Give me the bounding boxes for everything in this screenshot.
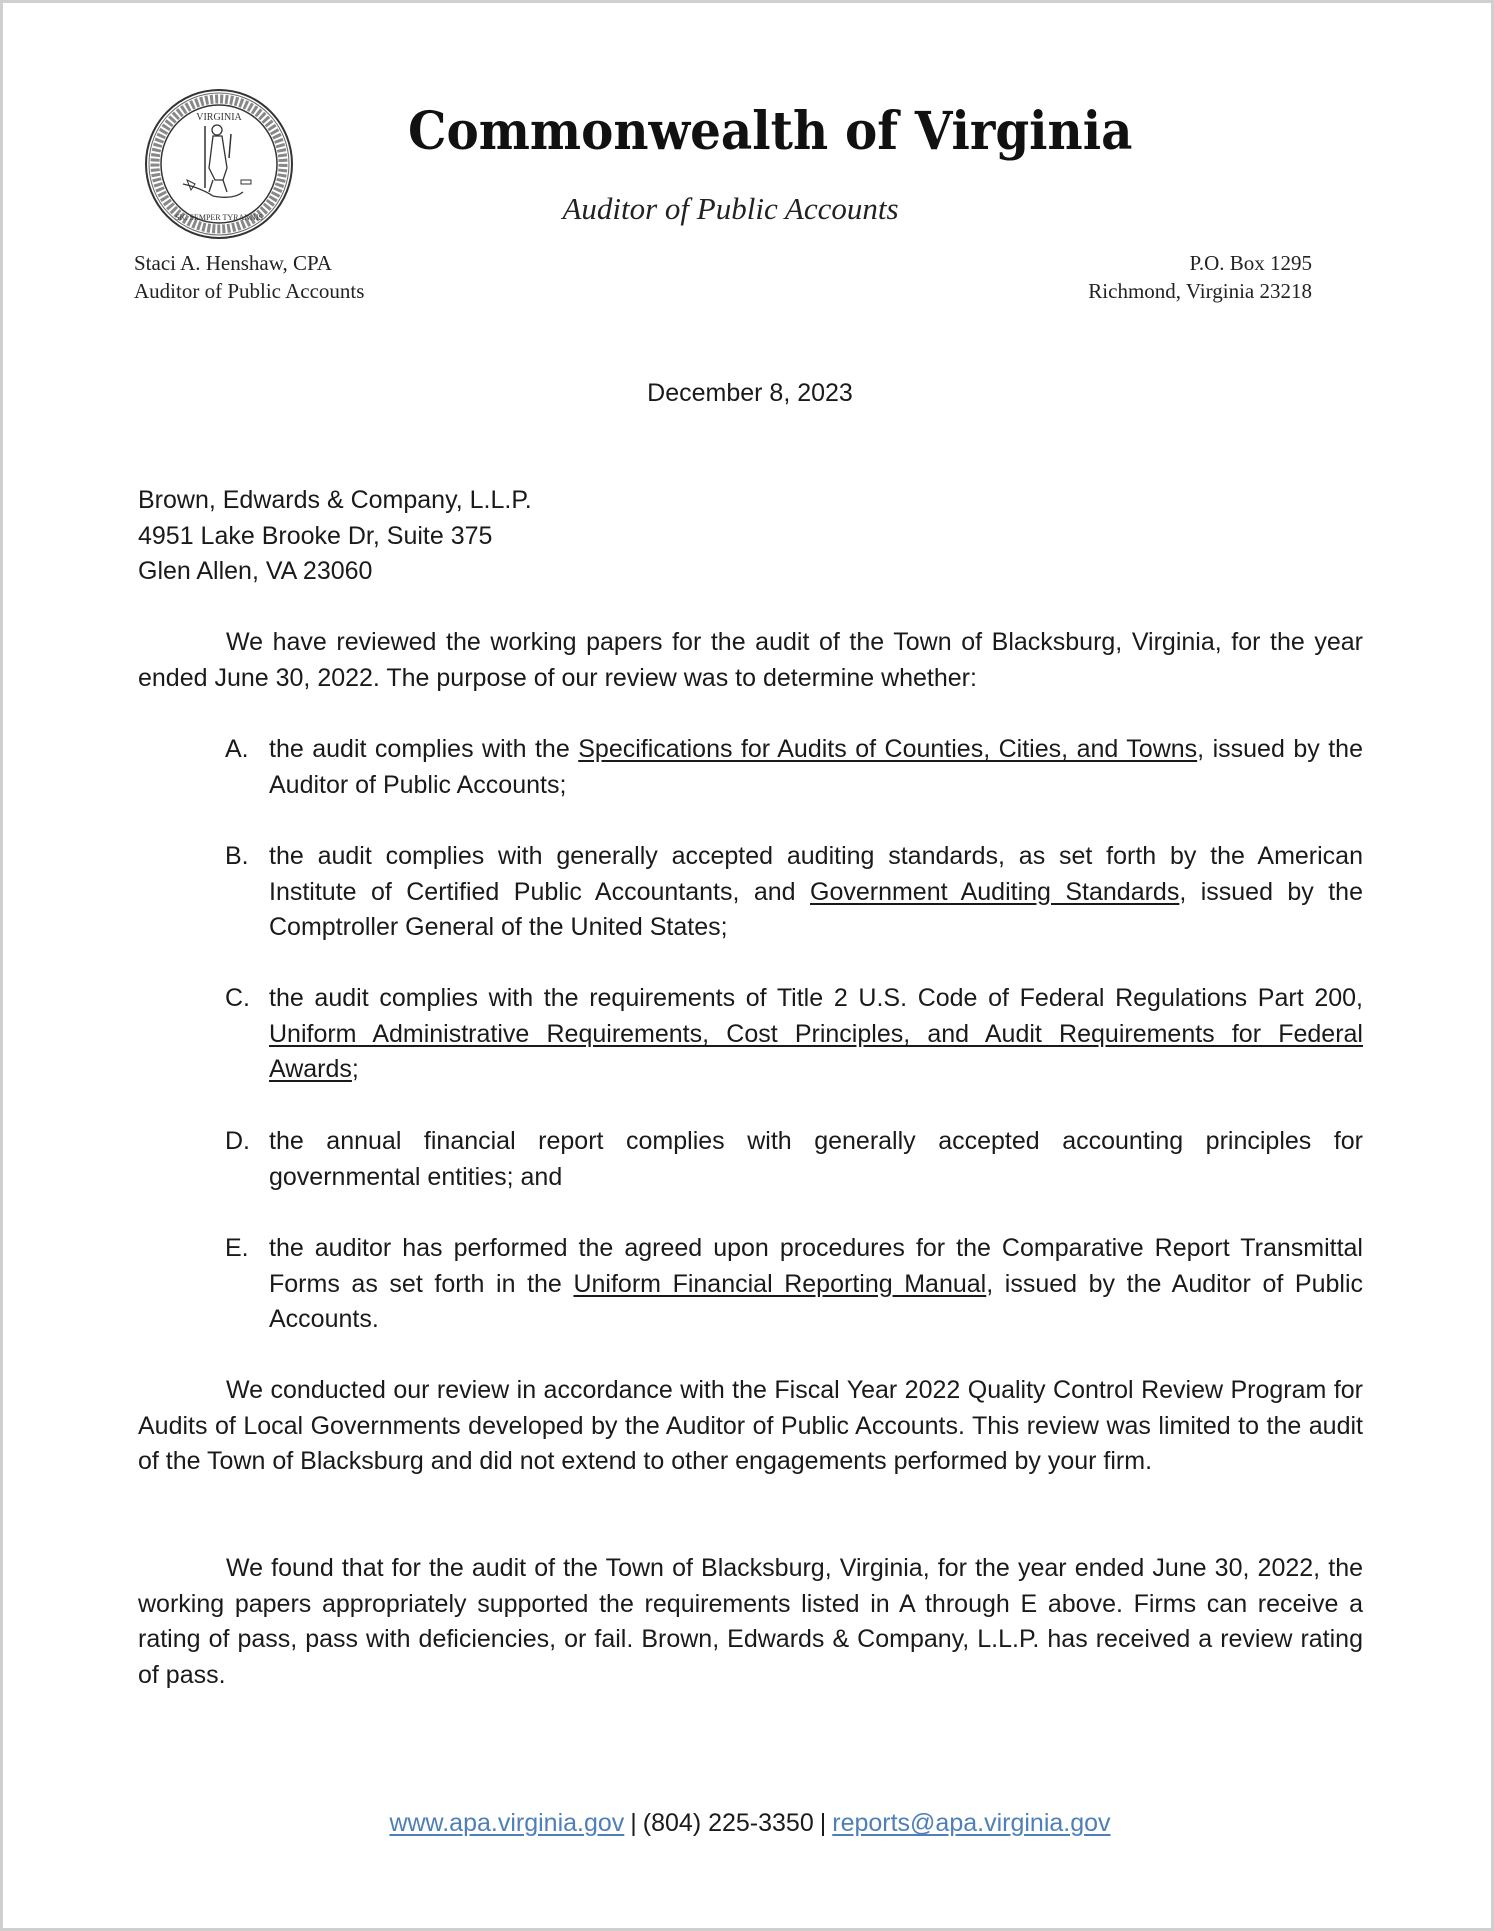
specifications-link: Specifications for Audits of Counties, Cities, and Towns: [578, 735, 1198, 763]
svg-text:SIC SEMPER TYRANNIS: SIC SEMPER TYRANNIS: [175, 213, 263, 222]
criteria-letter: E.: [225, 1234, 249, 1262]
criteria-text: the audit complies with the requirements of Title 2 U.S. Code of Federal Regulations Part 200,: [269, 984, 1363, 1012]
criteria-item-b: [225, 839, 1363, 946]
criteria-letter: C.: [225, 984, 250, 1012]
criteria-letter: A.: [225, 735, 249, 763]
criteria-letter: B.: [225, 842, 249, 870]
intro-paragraph-text: We have reviewed the working papers for the audit of the Town of Blacksburg, Virginia, for the year ended June 30, 2022. The purpose of our review was to determine whether:: [138, 628, 1363, 692]
uniform-requirements-title: Uniform Administrative Requirements, Cost Principles, and Audit Requirements for Federal Awards: [269, 1019, 1363, 1084]
footer-separator: |: [819, 1809, 827, 1837]
criteria-text: , issued by the Comptroller General of the United States;: [269, 877, 1363, 942]
recipient-line1: Brown, Edwards & Company, L.L.P.: [138, 486, 532, 514]
review-paragraph-text: We conducted our review in accordance with the Fiscal Year 2022 Quality Control Review Program for Audits of Local Governments developed by the Auditor of Public Accounts. This review was limited to the audit of the Town of Blacksburg and did not extend to other engagements performed by your firm.: [138, 1376, 1363, 1476]
recipient-line3: Glen Allen, VA 23060: [138, 557, 373, 586]
sender-title: Auditor of Public Accounts: [134, 279, 365, 303]
sender-address-line1: P.O. Box 1295: [1189, 251, 1312, 275]
criteria-text: , issued by the Auditor of Public Accounts;: [269, 735, 1363, 799]
website-link[interactable]: www.apa.virginia.gov: [389, 1809, 625, 1837]
sender-name: Staci A. Henshaw, CPA: [134, 251, 332, 275]
criteria-text: ;: [351, 1055, 359, 1084]
phone-number: (804) 225-3350: [642, 1809, 814, 1837]
criteria-item-c: [225, 981, 1363, 1088]
svg-text:VIRGINIA: VIRGINIA: [196, 112, 242, 123]
criteria-text: the audit complies with generally accepted auditing standards, as set forth by the American Institute of Certified Public Accountants, and: [269, 842, 1363, 906]
criteria-text: , issued by the Auditor of Public Accounts.: [269, 1269, 1364, 1334]
recipient-line2: 4951 Lake Brooke Dr, Suite 375: [138, 521, 493, 550]
virginia-seal-icon: [143, 88, 295, 240]
criteria-text: the annual financial report complies with generally accepted accounting principles for governmental entities; and: [269, 1127, 1363, 1191]
letterhead-title: Commonwealth of Virginia: [408, 101, 1133, 162]
finding-paragraph: [138, 1551, 1363, 1694]
email-link[interactable]: reports@apa.virginia.gov: [832, 1809, 1111, 1837]
sender-block: [134, 249, 364, 305]
government-auditing-standards-title: Government Auditing Standards: [810, 877, 1180, 906]
criteria-item-e: [225, 1231, 1363, 1338]
sender-address: [1088, 249, 1312, 305]
footer-separator: |: [630, 1809, 637, 1837]
intro-paragraph: [138, 625, 1363, 696]
uniform-financial-reporting-manual-title: Uniform Financial Reporting Manual: [573, 1269, 987, 1298]
criteria-text: the auditor has performed the agreed upon procedures for the Comparative Report Transmittal Forms as set forth in the: [269, 1234, 1363, 1298]
criteria-text: the audit complies with the: [269, 735, 579, 763]
review-paragraph: [138, 1373, 1363, 1480]
letterhead-subtitle: Auditor of Public Accounts: [562, 191, 899, 226]
criteria-item-d: [225, 1124, 1363, 1195]
letter-page: [3, 3, 1491, 1928]
recipient-address: [138, 483, 532, 590]
footer-contact: [3, 1809, 1494, 1838]
criteria-item-a: [225, 732, 1363, 803]
finding-paragraph-text: We found that for the audit of the Town of Blacksburg, Virginia, for the year ended June 30, 2022, the working papers appropriately supported the requirements listed in A through E above. Firms can receive a rating of pass, pass with deficiencies, or fail. Brown, Edwards & Company, L.L.P. has received a review rating of pass.: [138, 1554, 1363, 1690]
criteria-letter: D.: [225, 1127, 250, 1155]
letter-date: December 8, 2023: [647, 379, 853, 407]
sender-address-line2: Richmond, Virginia 23218: [1088, 279, 1312, 303]
